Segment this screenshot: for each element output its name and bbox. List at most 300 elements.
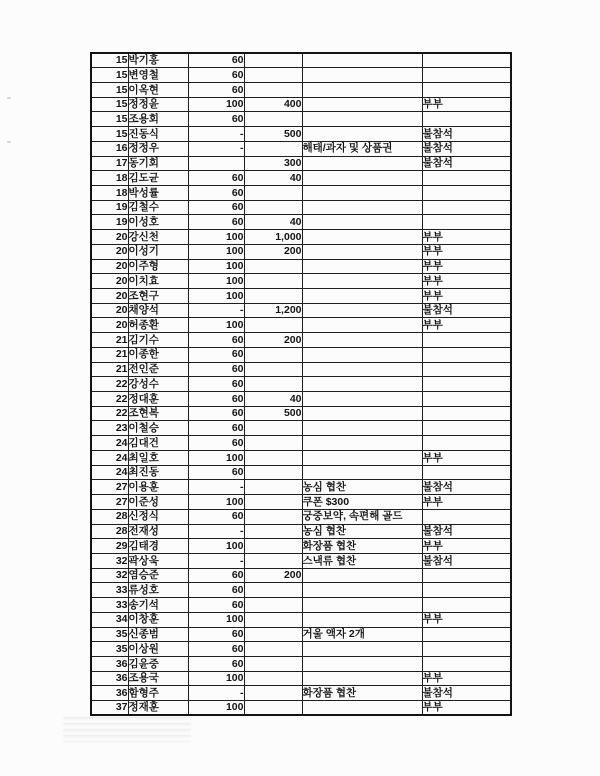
cell-status: [422, 642, 511, 657]
cell-amount-primary: -: [188, 686, 244, 701]
cell-member-name: 강성수: [128, 377, 188, 392]
cell-note: [302, 612, 422, 627]
cell-member-name: 채양석: [128, 303, 188, 318]
table-row: [91, 362, 511, 377]
table-row: [91, 598, 511, 613]
cell-note: [302, 465, 422, 480]
cell-note: 화장품 협찬: [302, 539, 422, 554]
table-row: [91, 347, 511, 362]
cell-amount-secondary: [244, 318, 302, 333]
cell-row-number: 20: [91, 230, 128, 245]
cell-amount-primary: -: [188, 303, 244, 318]
table-row: [91, 97, 511, 112]
cell-amount-primary: 100: [188, 318, 244, 333]
cell-note: 스낵류 협찬: [302, 553, 422, 568]
cell-row-number: 33: [91, 583, 128, 598]
cell-amount-secondary: [244, 200, 302, 215]
cell-note: [302, 598, 422, 613]
cell-status: [422, 568, 511, 583]
cell-amount-secondary: [244, 480, 302, 495]
cell-member-name: 허종환: [128, 318, 188, 333]
cell-note: 농심 협찬: [302, 524, 422, 539]
cell-member-name: 강신천: [128, 230, 188, 245]
cell-amount-secondary: [244, 53, 302, 68]
table-row: [91, 436, 511, 451]
cell-row-number: 15: [91, 112, 128, 127]
cell-row-number: 18: [91, 185, 128, 200]
table-row: [91, 318, 511, 333]
cell-amount-primary: 60: [188, 377, 244, 392]
cell-row-number: 35: [91, 642, 128, 657]
cell-status: 불참석: [422, 303, 511, 318]
cell-row-number: 37: [91, 701, 128, 716]
cell-row-number: 15: [91, 53, 128, 68]
cell-member-name: 이성호: [128, 215, 188, 230]
cell-row-number: 20: [91, 259, 128, 274]
cell-note: [302, 406, 422, 421]
cell-status: 부부: [422, 97, 511, 112]
cell-amount-primary: 60: [188, 642, 244, 657]
cell-note: [302, 185, 422, 200]
cell-note: 화장품 협찬: [302, 686, 422, 701]
table-row: [91, 612, 511, 627]
cell-amount-secondary: 200: [244, 333, 302, 348]
cell-amount-secondary: 1,200: [244, 303, 302, 318]
cell-status: [422, 598, 511, 613]
cell-member-name: 이철승: [128, 421, 188, 436]
cell-amount-secondary: [244, 553, 302, 568]
cell-note: 쿠폰 $300: [302, 495, 422, 510]
cell-amount-secondary: [244, 436, 302, 451]
cell-member-name: 전인준: [128, 362, 188, 377]
cell-amount-secondary: [244, 701, 302, 716]
cell-amount-primary: 100: [188, 244, 244, 259]
cell-member-name: 신정식: [128, 509, 188, 524]
cell-status: 부부: [422, 274, 511, 289]
cell-row-number: 33: [91, 598, 128, 613]
cell-amount-primary: 60: [188, 68, 244, 83]
cell-amount-secondary: [244, 421, 302, 436]
cell-member-name: 동기회: [128, 156, 188, 171]
cell-row-number: 24: [91, 450, 128, 465]
cell-member-name: 김윤중: [128, 656, 188, 671]
cell-row-number: 24: [91, 436, 128, 451]
cell-status: [422, 436, 511, 451]
cell-member-name: 정정윤: [128, 97, 188, 112]
cell-amount-secondary: 500: [244, 127, 302, 142]
cell-amount-secondary: [244, 347, 302, 362]
cell-row-number: 27: [91, 480, 128, 495]
cell-row-number: 16: [91, 141, 128, 156]
cell-amount-primary: 60: [188, 53, 244, 68]
ledger-body: [91, 53, 511, 715]
cell-status: 부부: [422, 612, 511, 627]
cell-amount-secondary: [244, 68, 302, 83]
table-row: [91, 377, 511, 392]
cell-note: [302, 362, 422, 377]
cell-amount-primary: 60: [188, 392, 244, 407]
cell-status: [422, 656, 511, 671]
cell-member-name: 곽상욱: [128, 553, 188, 568]
cell-amount-secondary: 300: [244, 156, 302, 171]
table-row: [91, 53, 511, 68]
table-row: [91, 244, 511, 259]
cell-amount-primary: 100: [188, 701, 244, 716]
cell-member-name: 조현복: [128, 406, 188, 421]
cell-amount-secondary: [244, 524, 302, 539]
table-row: [91, 259, 511, 274]
cell-note: 농심 협찬: [302, 480, 422, 495]
cell-note: 거울 액자 2개: [302, 627, 422, 642]
cell-status: [422, 377, 511, 392]
cell-row-number: 22: [91, 392, 128, 407]
table-row: [91, 701, 511, 716]
cell-row-number: 20: [91, 318, 128, 333]
cell-amount-primary: 60: [188, 333, 244, 348]
cell-note: [302, 171, 422, 186]
cell-status: [422, 362, 511, 377]
cell-member-name: 이치효: [128, 274, 188, 289]
cell-row-number: 21: [91, 347, 128, 362]
cell-status: [422, 215, 511, 230]
cell-amount-secondary: [244, 82, 302, 97]
cell-note: [302, 347, 422, 362]
cell-note: 궁중보약, 속편해 골드: [302, 509, 422, 524]
cell-amount-secondary: [244, 686, 302, 701]
cell-note: [302, 392, 422, 407]
cell-amount-primary: 100: [188, 289, 244, 304]
cell-row-number: 22: [91, 406, 128, 421]
table-row: [91, 686, 511, 701]
cell-status: 부부: [422, 539, 511, 554]
cell-row-number: 28: [91, 509, 128, 524]
cell-member-name: 김대건: [128, 436, 188, 451]
cell-status: [422, 112, 511, 127]
cell-amount-secondary: [244, 185, 302, 200]
table-row: [91, 333, 511, 348]
cell-row-number: 36: [91, 671, 128, 686]
cell-amount-primary: -: [188, 524, 244, 539]
cell-amount-secondary: [244, 465, 302, 480]
cell-row-number: 36: [91, 656, 128, 671]
cell-amount-secondary: 40: [244, 392, 302, 407]
scan-speck-artifact: [7, 97, 11, 99]
table-row: [91, 450, 511, 465]
cell-note: [302, 642, 422, 657]
table-row: [91, 583, 511, 598]
cell-member-name: 이옥현: [128, 82, 188, 97]
cell-row-number: 17: [91, 156, 128, 171]
cell-note: [302, 318, 422, 333]
cell-note: [302, 303, 422, 318]
cell-status: 불참석: [422, 553, 511, 568]
cell-amount-primary: 100: [188, 539, 244, 554]
cell-amount-secondary: [244, 656, 302, 671]
cell-member-name: 전재성: [128, 524, 188, 539]
cell-status: [422, 392, 511, 407]
table-row: [91, 553, 511, 568]
cell-row-number: 27: [91, 495, 128, 510]
cell-status: [422, 171, 511, 186]
cell-status: 부부: [422, 230, 511, 245]
cell-note: 해태/과자 및 상품권: [302, 141, 422, 156]
table-row: [91, 141, 511, 156]
cell-status: [422, 421, 511, 436]
cell-note: [302, 421, 422, 436]
cell-note: [302, 244, 422, 259]
cell-amount-secondary: [244, 642, 302, 657]
cell-status: 부부: [422, 450, 511, 465]
table-row: [91, 68, 511, 83]
cell-amount-secondary: 40: [244, 215, 302, 230]
cell-row-number: 23: [91, 421, 128, 436]
cell-note: [302, 53, 422, 68]
cell-note: [302, 230, 422, 245]
cell-member-name: 변영철: [128, 68, 188, 83]
cell-status: 부부: [422, 671, 511, 686]
cell-status: [422, 53, 511, 68]
table-row: [91, 421, 511, 436]
table-row: [91, 127, 511, 142]
cell-member-name: 이주형: [128, 259, 188, 274]
table-row: [91, 495, 511, 510]
cell-member-name: 신종범: [128, 627, 188, 642]
cell-member-name: 진동식: [128, 127, 188, 142]
table-row: [91, 82, 511, 97]
cell-amount-secondary: [244, 612, 302, 627]
cell-amount-primary: 60: [188, 82, 244, 97]
cell-amount-primary: -: [188, 127, 244, 142]
cell-amount-primary: 60: [188, 627, 244, 642]
cell-member-name: 송기석: [128, 598, 188, 613]
table-row: [91, 303, 511, 318]
cell-amount-primary: 60: [188, 568, 244, 583]
cell-amount-primary: 60: [188, 171, 244, 186]
cell-row-number: 21: [91, 333, 128, 348]
cell-note: [302, 68, 422, 83]
cell-row-number: 35: [91, 627, 128, 642]
cell-member-name: 이용훈: [128, 480, 188, 495]
cell-amount-primary: 60: [188, 200, 244, 215]
cell-row-number: 19: [91, 200, 128, 215]
cell-row-number: 22: [91, 377, 128, 392]
cell-status: 부부: [422, 244, 511, 259]
cell-row-number: 29: [91, 539, 128, 554]
cell-note: [302, 583, 422, 598]
cell-row-number: 15: [91, 97, 128, 112]
cell-member-name: 이준성: [128, 495, 188, 510]
ledger-table: [90, 52, 512, 716]
cell-member-name: 류성호: [128, 583, 188, 598]
table-row: [91, 509, 511, 524]
scan-speck-artifact: [7, 141, 11, 143]
cell-amount-secondary: [244, 112, 302, 127]
cell-note: [302, 112, 422, 127]
cell-status: [422, 583, 511, 598]
cell-row-number: 24: [91, 465, 128, 480]
cell-row-number: 19: [91, 215, 128, 230]
cell-status: [422, 347, 511, 362]
cell-amount-secondary: [244, 495, 302, 510]
cell-status: 부부: [422, 318, 511, 333]
cell-note: [302, 377, 422, 392]
cell-amount-secondary: [244, 671, 302, 686]
cell-amount-secondary: [244, 377, 302, 392]
cell-amount-primary: 60: [188, 347, 244, 362]
cell-member-name: 조용국: [128, 671, 188, 686]
cell-note: [302, 656, 422, 671]
cell-status: 불참석: [422, 686, 511, 701]
cell-amount-secondary: [244, 598, 302, 613]
cell-amount-primary: 100: [188, 230, 244, 245]
cell-amount-primary: 60: [188, 421, 244, 436]
cell-status: 부부: [422, 701, 511, 716]
cell-amount-secondary: 40: [244, 171, 302, 186]
cell-amount-secondary: [244, 450, 302, 465]
cell-status: 불참석: [422, 156, 511, 171]
cell-note: [302, 215, 422, 230]
cell-amount-primary: 100: [188, 274, 244, 289]
cell-amount-primary: 60: [188, 362, 244, 377]
cell-member-name: 김태경: [128, 539, 188, 554]
cell-amount-secondary: [244, 627, 302, 642]
cell-amount-primary: -: [188, 141, 244, 156]
cell-status: 부부: [422, 259, 511, 274]
table-row: [91, 274, 511, 289]
table-row: [91, 185, 511, 200]
cell-note: [302, 200, 422, 215]
cell-member-name: 조현구: [128, 289, 188, 304]
cell-amount-primary: 100: [188, 495, 244, 510]
cell-member-name: 박성률: [128, 185, 188, 200]
cell-row-number: 20: [91, 274, 128, 289]
table-row: [91, 392, 511, 407]
cell-status: 부부: [422, 495, 511, 510]
cell-amount-secondary: [244, 583, 302, 598]
cell-note: [302, 333, 422, 348]
cell-status: [422, 465, 511, 480]
cell-row-number: 28: [91, 524, 128, 539]
table-row: [91, 627, 511, 642]
cell-amount-secondary: [244, 289, 302, 304]
cell-member-name: 이성기: [128, 244, 188, 259]
cell-amount-secondary: 1,000: [244, 230, 302, 245]
table-row: [91, 215, 511, 230]
scan-smudge-artifact: [63, 717, 191, 742]
cell-note: [302, 259, 422, 274]
cell-status: 불참석: [422, 141, 511, 156]
cell-amount-primary: 60: [188, 656, 244, 671]
cell-amount-primary: -: [188, 480, 244, 495]
table-row: [91, 112, 511, 127]
cell-note: [302, 82, 422, 97]
cell-member-name: 이종한: [128, 347, 188, 362]
cell-note: [302, 97, 422, 112]
cell-row-number: 34: [91, 612, 128, 627]
cell-row-number: 32: [91, 568, 128, 583]
cell-note: [302, 671, 422, 686]
cell-amount-secondary: 200: [244, 568, 302, 583]
cell-amount-primary: 60: [188, 598, 244, 613]
table-row: [91, 656, 511, 671]
cell-member-name: 김철수: [128, 200, 188, 215]
cell-status: [422, 333, 511, 348]
cell-row-number: 20: [91, 303, 128, 318]
cell-amount-secondary: [244, 539, 302, 554]
cell-row-number: 20: [91, 289, 128, 304]
cell-status: [422, 200, 511, 215]
cell-member-name: 이상원: [128, 642, 188, 657]
cell-member-name: 염승준: [128, 568, 188, 583]
cell-amount-secondary: [244, 274, 302, 289]
cell-note: [302, 127, 422, 142]
table-row: [91, 230, 511, 245]
table-row: [91, 156, 511, 171]
table-row: [91, 289, 511, 304]
cell-status: [422, 185, 511, 200]
cell-amount-primary: 60: [188, 436, 244, 451]
cell-note: [302, 701, 422, 716]
cell-status: [422, 68, 511, 83]
cell-amount-secondary: 400: [244, 97, 302, 112]
cell-member-name: 박기홍: [128, 53, 188, 68]
cell-member-name: 김도균: [128, 171, 188, 186]
cell-amount-primary: 60: [188, 185, 244, 200]
cell-note: [302, 156, 422, 171]
table-row: [91, 524, 511, 539]
table-row: [91, 539, 511, 554]
cell-amount-secondary: [244, 362, 302, 377]
cell-status: [422, 627, 511, 642]
table-row: [91, 642, 511, 657]
cell-member-name: 정대훈: [128, 392, 188, 407]
cell-amount-primary: 100: [188, 259, 244, 274]
cell-row-number: 15: [91, 82, 128, 97]
cell-note: [302, 289, 422, 304]
table-row: [91, 465, 511, 480]
cell-note: [302, 274, 422, 289]
cell-status: 불참석: [422, 480, 511, 495]
table-row: [91, 171, 511, 186]
cell-member-name: 정정우: [128, 141, 188, 156]
cell-amount-primary: 100: [188, 97, 244, 112]
cell-member-name: 정재훈: [128, 701, 188, 716]
cell-amount-primary: 100: [188, 612, 244, 627]
cell-status: 불참석: [422, 524, 511, 539]
cell-amount-secondary: [244, 141, 302, 156]
table-row: [91, 406, 511, 421]
cell-status: [422, 82, 511, 97]
cell-status: 불참석: [422, 127, 511, 142]
table-row: [91, 568, 511, 583]
cell-member-name: 이창훈: [128, 612, 188, 627]
cell-amount-secondary: [244, 509, 302, 524]
cell-amount-secondary: 500: [244, 406, 302, 421]
cell-status: [422, 406, 511, 421]
cell-note: [302, 436, 422, 451]
cell-member-name: 최일호: [128, 450, 188, 465]
cell-amount-secondary: 200: [244, 244, 302, 259]
cell-row-number: 20: [91, 244, 128, 259]
cell-amount-primary: 100: [188, 671, 244, 686]
cell-status: 부부: [422, 289, 511, 304]
table-row: [91, 200, 511, 215]
cell-row-number: 32: [91, 553, 128, 568]
cell-amount-primary: 100: [188, 450, 244, 465]
cell-row-number: 15: [91, 127, 128, 142]
cell-amount-primary: 60: [188, 465, 244, 480]
cell-note: [302, 450, 422, 465]
